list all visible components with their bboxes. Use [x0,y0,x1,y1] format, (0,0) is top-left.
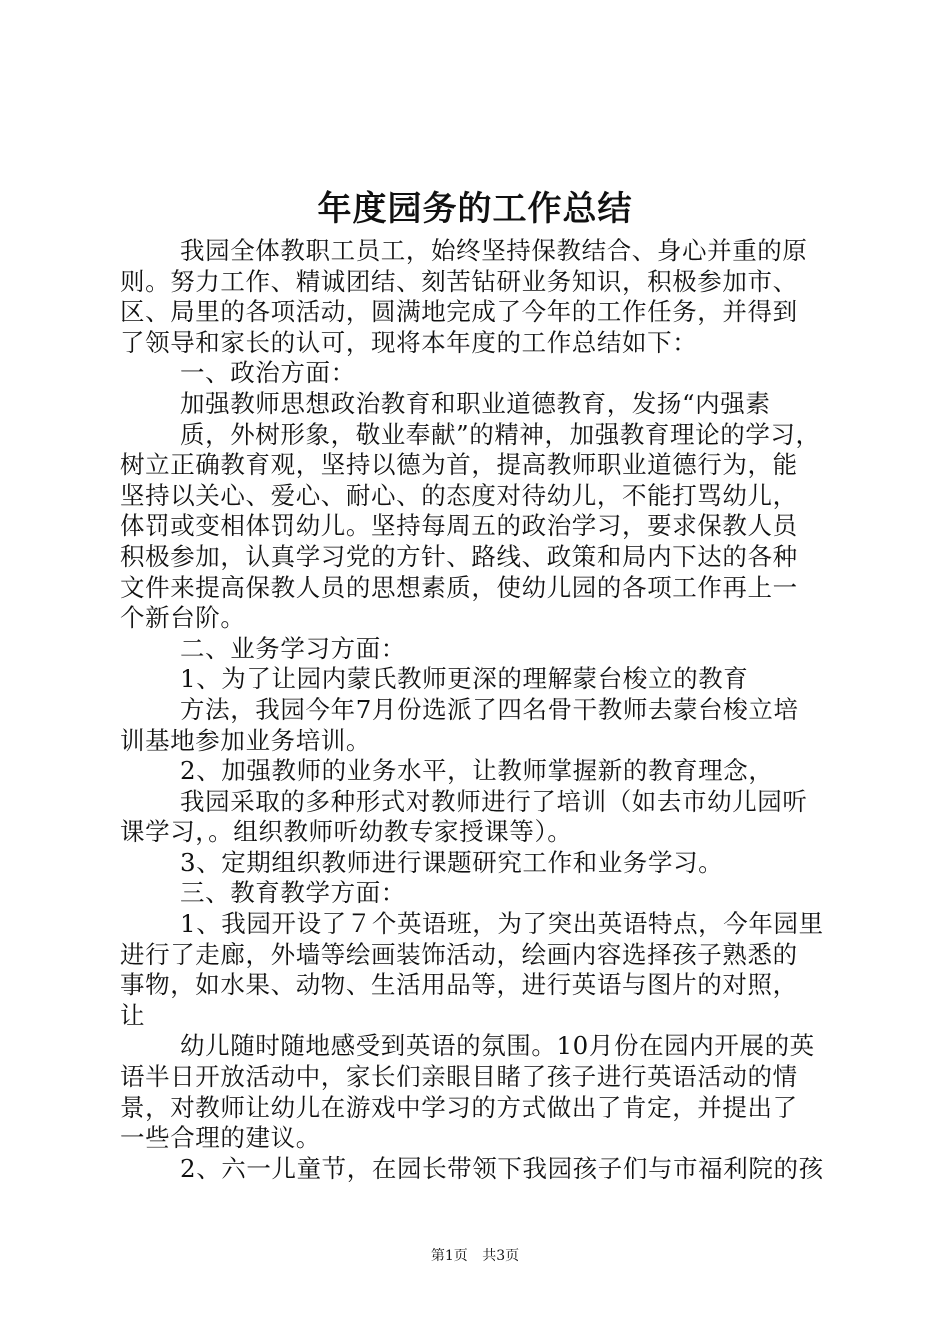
body-line: 我园采取的多种形式对教师进行了培训（如去市幼儿园听 [180,786,808,816]
body-line: 一些合理的建议。 [120,1123,321,1153]
body-line: 三、教育教学方面： [180,878,406,908]
body-line: 训基地参加业务培训。 [120,725,371,755]
document-title: 年度园务的工作总结 [317,189,633,229]
body-line: 方法，我园今年7月份选派了四名骨干教师去蒙台梭立培 [180,694,799,724]
page-total: 共3页 [482,1248,520,1264]
body-line: 2、加强教师的业务水平，让教师掌握新的教育理念， [180,756,774,786]
body-line: 我园全体教职工员工，始终坚持保教结合、身心并重的原 [180,236,808,265]
body-line: 事物，如水果、动物、生活用品等，进行英语与图片的对照， [120,970,798,1000]
body-line: 了领导和家长的认可，现将本年度的工作总结如下： [120,327,698,357]
body-line: 区、局里的各项活动，圆满地完成了今年的工作任务，并得到 [120,297,798,327]
body-line: 2、六一儿童节，在园长带领下我园孩子们与市福利院的孩 [180,1153,824,1183]
body-line: 进行了走廊，外墙等绘画装饰活动，绘画内容选择孩子熟悉的 [120,939,798,969]
page-number: 第1页 [430,1248,468,1264]
body-line: 坚持以关心、爱心、耐心、的态度对待幼儿，不能打骂幼儿， [120,480,798,510]
document-body [120,236,832,1184]
body-line: 一、政治方面： [180,358,356,388]
body-line: 1、为了让园内蒙氏教师更深的理解蒙台梭立的教育 [180,664,749,694]
body-line: 1、我园开设了７个英语班，为了突出英语特点，今年园里 [180,909,824,939]
body-line: 3、定期组织教师进行课题研究工作和业务学习。 [180,847,724,877]
body-line: 语半日开放活动中，家长们亲眼目睹了孩子进行英语活动的情 [120,1062,798,1092]
body-line: 体罚或变相体罚幼儿。坚持每周五的政治学习，要求保教人员 [120,511,798,541]
body-line: 树立正确教育观，坚持以德为首，提高教师职业道德行为，能 [120,450,798,480]
body-line: 幼儿随时随地感受到英语的氛围。10月份在园内开展的英 [180,1031,815,1061]
body-line: 文件来提高保教人员的思想素质，使幼儿园的各项工作再上一 [120,572,798,602]
body-line: 个新台阶。 [120,603,246,633]
body-line: 二、业务学习方面： [180,633,406,663]
body-line: 景，对教师让幼儿在游戏中学习的方式做出了肯定，并提出了 [120,1092,798,1122]
page-footer [0,1246,950,1266]
body-line: 让 [120,1000,146,1030]
body-line: 加强教师思想政治教育和职业道德教育，发扬“内强素 [180,388,771,418]
body-line: 课学习，。组织教师听幼教专家授课等）。 [120,817,573,847]
body-line: 则。努力工作、精诚团结、刻苦钻研业务知识，积极参加市、 [120,266,798,296]
body-line: 质，外树形象，敬业奉献”的精神，加强教育理论的学习， [180,419,821,449]
body-line: 积极参加，认真学习党的方针、路线、政策和局内下达的各种 [120,541,798,571]
